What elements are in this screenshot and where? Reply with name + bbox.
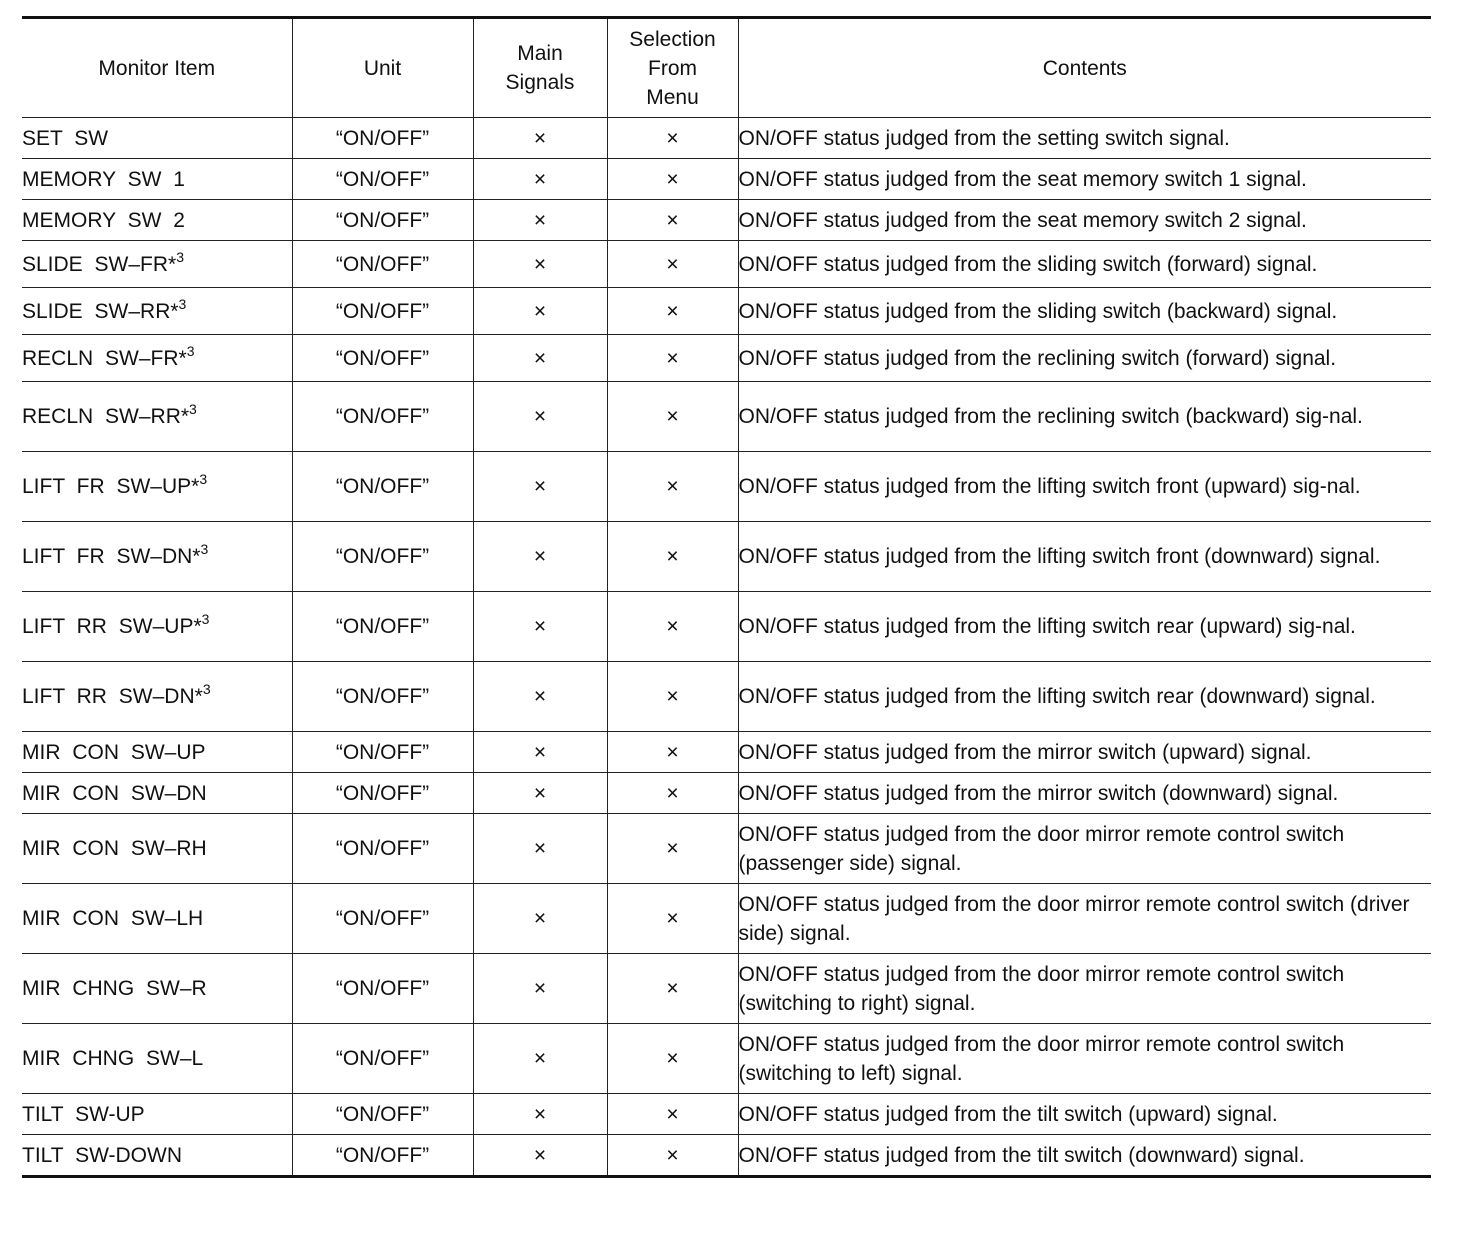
contents-cell: ON/OFF status judged from the setting switch signal.: [738, 118, 1431, 159]
main-signals-mark: ×: [473, 954, 607, 1024]
main-signals-mark: ×: [473, 1094, 607, 1135]
selection-from-menu-mark: ×: [607, 522, 738, 592]
monitor-item-label: LIFT RR SW–UP*: [22, 615, 202, 638]
monitor-item-cell: [22, 452, 292, 522]
table-row: [22, 382, 1431, 452]
monitor-item-cell: [22, 288, 292, 335]
contents-cell: ON/OFF status judged from the lifting switch front (upward) sig-nal.: [738, 452, 1431, 522]
selection-from-menu-mark: ×: [607, 200, 738, 241]
main-signals-mark: ×: [473, 382, 607, 452]
monitor-item-label: MIR CHNG SW–L: [22, 1047, 204, 1070]
monitor-item-cell: [22, 814, 292, 884]
monitor-item-label: LIFT FR SW–DN*: [22, 545, 201, 568]
monitor-item-label: SET SW: [22, 126, 109, 150]
unit-cell: “ON/OFF”: [292, 954, 473, 1024]
header-unit: Unit: [292, 18, 473, 118]
contents-cell: ON/OFF status judged from the sliding switch (forward) signal.: [738, 241, 1431, 288]
selection-from-menu-mark: ×: [607, 335, 738, 382]
unit-cell: “ON/OFF”: [292, 335, 473, 382]
monitor-item-label: RECLN SW–FR*: [22, 346, 187, 370]
header-selection-line3: Menu: [646, 85, 699, 109]
main-signals-mark: ×: [473, 159, 607, 200]
selection-from-menu-mark: ×: [607, 288, 738, 335]
main-signals-mark: ×: [473, 452, 607, 522]
contents-cell: ON/OFF status judged from the seat memory switch 1 signal.: [738, 159, 1431, 200]
monitor-item-label: MEMORY SW 2: [22, 208, 185, 232]
table-row: [22, 954, 1431, 1024]
selection-from-menu-mark: ×: [607, 382, 738, 452]
monitor-item-cell: [22, 592, 292, 662]
unit-cell: “ON/OFF”: [292, 662, 473, 732]
contents-cell: ON/OFF status judged from the door mirror remote control switch (passenger side) signal.: [738, 814, 1431, 884]
header-main-signals-line1: Main: [517, 42, 563, 65]
monitor-item-label: MIR CON SW–UP: [22, 740, 206, 764]
main-signals-mark: ×: [473, 884, 607, 954]
footnote-marker: 3: [199, 471, 208, 487]
monitor-item-label: SLIDE SW–RR*: [22, 299, 179, 323]
monitor-item-cell: [22, 884, 292, 954]
main-signals-mark: ×: [473, 732, 607, 773]
contents-cell: ON/OFF status judged from the door mirror remote control switch (switching to right) signal.: [738, 954, 1431, 1024]
table-row: [22, 288, 1431, 335]
monitor-item-label: MIR CON SW–RH: [22, 837, 207, 860]
unit-cell: “ON/OFF”: [292, 592, 473, 662]
table-row: [22, 241, 1431, 288]
contents-cell: ON/OFF status judged from the seat memory switch 2 signal.: [738, 200, 1431, 241]
selection-from-menu-mark: ×: [607, 773, 738, 814]
contents-cell: ON/OFF status judged from the door mirror remote control switch (switching to left) signal.: [738, 1024, 1431, 1094]
table-row: [22, 592, 1431, 662]
monitor-item-cell: [22, 1094, 292, 1135]
monitor-item-cell: [22, 382, 292, 452]
table-row: [22, 884, 1431, 954]
selection-from-menu-mark: ×: [607, 241, 738, 288]
main-signals-mark: ×: [473, 241, 607, 288]
unit-cell: “ON/OFF”: [292, 200, 473, 241]
header-row: [22, 18, 1431, 118]
main-signals-mark: ×: [473, 522, 607, 592]
table-row: [22, 452, 1431, 522]
selection-from-menu-mark: ×: [607, 1135, 738, 1177]
header-selection-line2: From: [648, 56, 697, 80]
table-row: [22, 1024, 1431, 1094]
unit-cell: “ON/OFF”: [292, 288, 473, 335]
table-row: [22, 200, 1431, 241]
footnote-marker: 3: [176, 248, 184, 265]
main-signals-mark: ×: [473, 335, 607, 382]
contents-cell: ON/OFF status judged from the mirror switch (downward) signal.: [738, 773, 1431, 814]
monitor-item-label: MIR CON SW–DN: [22, 781, 207, 805]
monitor-item-cell: [22, 200, 292, 241]
contents-cell: ON/OFF status judged from the tilt switch (downward) signal.: [738, 1135, 1431, 1177]
unit-cell: “ON/OFF”: [292, 1094, 473, 1135]
contents-cell: ON/OFF status judged from the reclining switch (backward) sig-nal.: [738, 382, 1431, 452]
selection-from-menu-mark: ×: [607, 954, 738, 1024]
monitor-item-cell: [22, 335, 292, 382]
monitor-item-label: MIR CON SW–LH: [22, 907, 204, 930]
monitor-item-cell: [22, 1135, 292, 1177]
monitor-item-label: TILT SW-DOWN: [22, 1143, 182, 1167]
monitor-table: [22, 16, 1431, 1178]
main-signals-mark: ×: [473, 1135, 607, 1177]
unit-cell: “ON/OFF”: [292, 732, 473, 773]
monitor-item-cell: [22, 118, 292, 159]
selection-from-menu-mark: ×: [607, 1024, 738, 1094]
header-main-signals-line2: Signals: [505, 71, 575, 94]
contents-cell: ON/OFF status judged from the lifting switch rear (upward) sig-nal.: [738, 592, 1431, 662]
contents-cell: ON/OFF status judged from the reclining switch (forward) signal.: [738, 335, 1431, 382]
monitor-item-cell: [22, 773, 292, 814]
contents-cell: ON/OFF status judged from the sliding switch (backward) signal.: [738, 288, 1431, 335]
unit-cell: “ON/OFF”: [292, 522, 473, 592]
unit-cell: “ON/OFF”: [292, 159, 473, 200]
unit-cell: “ON/OFF”: [292, 118, 473, 159]
monitor-item-cell: [22, 159, 292, 200]
table-row: [22, 118, 1431, 159]
monitor-item-cell: [22, 241, 292, 288]
contents-cell: ON/OFF status judged from the mirror switch (upward) signal.: [738, 732, 1431, 773]
table-row: [22, 732, 1431, 773]
monitor-item-cell: [22, 522, 292, 592]
monitor-item-label: RECLN SW–RR*: [22, 405, 190, 428]
header-contents: Contents: [738, 18, 1431, 118]
unit-cell: “ON/OFF”: [292, 1024, 473, 1094]
main-signals-mark: ×: [473, 592, 607, 662]
table-row: [22, 1135, 1431, 1177]
table-row: [22, 662, 1431, 732]
footnote-marker: 3: [178, 295, 187, 312]
main-signals-mark: ×: [473, 288, 607, 335]
selection-from-menu-mark: ×: [607, 662, 738, 732]
unit-cell: “ON/OFF”: [292, 241, 473, 288]
table-row: [22, 335, 1431, 382]
selection-from-menu-mark: ×: [607, 814, 738, 884]
monitor-item-cell: [22, 1024, 292, 1094]
main-signals-mark: ×: [473, 118, 607, 159]
monitor-item-label: LIFT FR SW–UP*: [22, 475, 200, 498]
selection-from-menu-mark: ×: [607, 1094, 738, 1135]
contents-cell: ON/OFF status judged from the door mirror remote control switch (driver side) signal.: [738, 884, 1431, 954]
unit-cell: “ON/OFF”: [292, 1135, 473, 1177]
table-row: [22, 1094, 1431, 1135]
contents-cell: ON/OFF status judged from the lifting switch rear (downward) signal.: [738, 662, 1431, 732]
footnote-marker: 3: [186, 342, 195, 359]
header-main-signals: [473, 18, 607, 118]
monitor-item-label: LIFT RR SW–DN*: [22, 685, 203, 708]
header-monitor-item: Monitor Item: [22, 18, 292, 118]
monitor-item-label: MIR CHNG SW–R: [22, 977, 207, 1000]
footnote-marker: 3: [202, 681, 211, 697]
unit-cell: “ON/OFF”: [292, 382, 473, 452]
monitor-item-cell: [22, 954, 292, 1024]
selection-from-menu-mark: ×: [607, 884, 738, 954]
selection-from-menu-mark: ×: [607, 592, 738, 662]
header-selection-line1: Selection: [629, 27, 716, 51]
contents-cell: ON/OFF status judged from the lifting switch front (downward) signal.: [738, 522, 1431, 592]
monitor-item-label: TILT SW-UP: [22, 1102, 145, 1126]
table-row: [22, 159, 1431, 200]
table-row: [22, 814, 1431, 884]
footnote-marker: 3: [201, 611, 210, 627]
main-signals-mark: ×: [473, 773, 607, 814]
monitor-item-label: MEMORY SW 1: [22, 167, 185, 191]
monitor-item-label: SLIDE SW–FR*: [22, 252, 177, 276]
unit-cell: “ON/OFF”: [292, 773, 473, 814]
footnote-marker: 3: [200, 541, 209, 557]
main-signals-mark: ×: [473, 814, 607, 884]
selection-from-menu-mark: ×: [607, 159, 738, 200]
monitor-item-cell: [22, 662, 292, 732]
monitor-item-cell: [22, 732, 292, 773]
main-signals-mark: ×: [473, 662, 607, 732]
unit-cell: “ON/OFF”: [292, 452, 473, 522]
unit-cell: “ON/OFF”: [292, 814, 473, 884]
contents-cell: ON/OFF status judged from the tilt switch (upward) signal.: [738, 1094, 1431, 1135]
table-row: [22, 522, 1431, 592]
header-selection-from-menu: [607, 18, 738, 118]
selection-from-menu-mark: ×: [607, 732, 738, 773]
footnote-marker: 3: [189, 401, 197, 417]
table-row: [22, 773, 1431, 814]
selection-from-menu-mark: ×: [607, 452, 738, 522]
main-signals-mark: ×: [473, 200, 607, 241]
unit-cell: “ON/OFF”: [292, 884, 473, 954]
selection-from-menu-mark: ×: [607, 118, 738, 159]
main-signals-mark: ×: [473, 1024, 607, 1094]
